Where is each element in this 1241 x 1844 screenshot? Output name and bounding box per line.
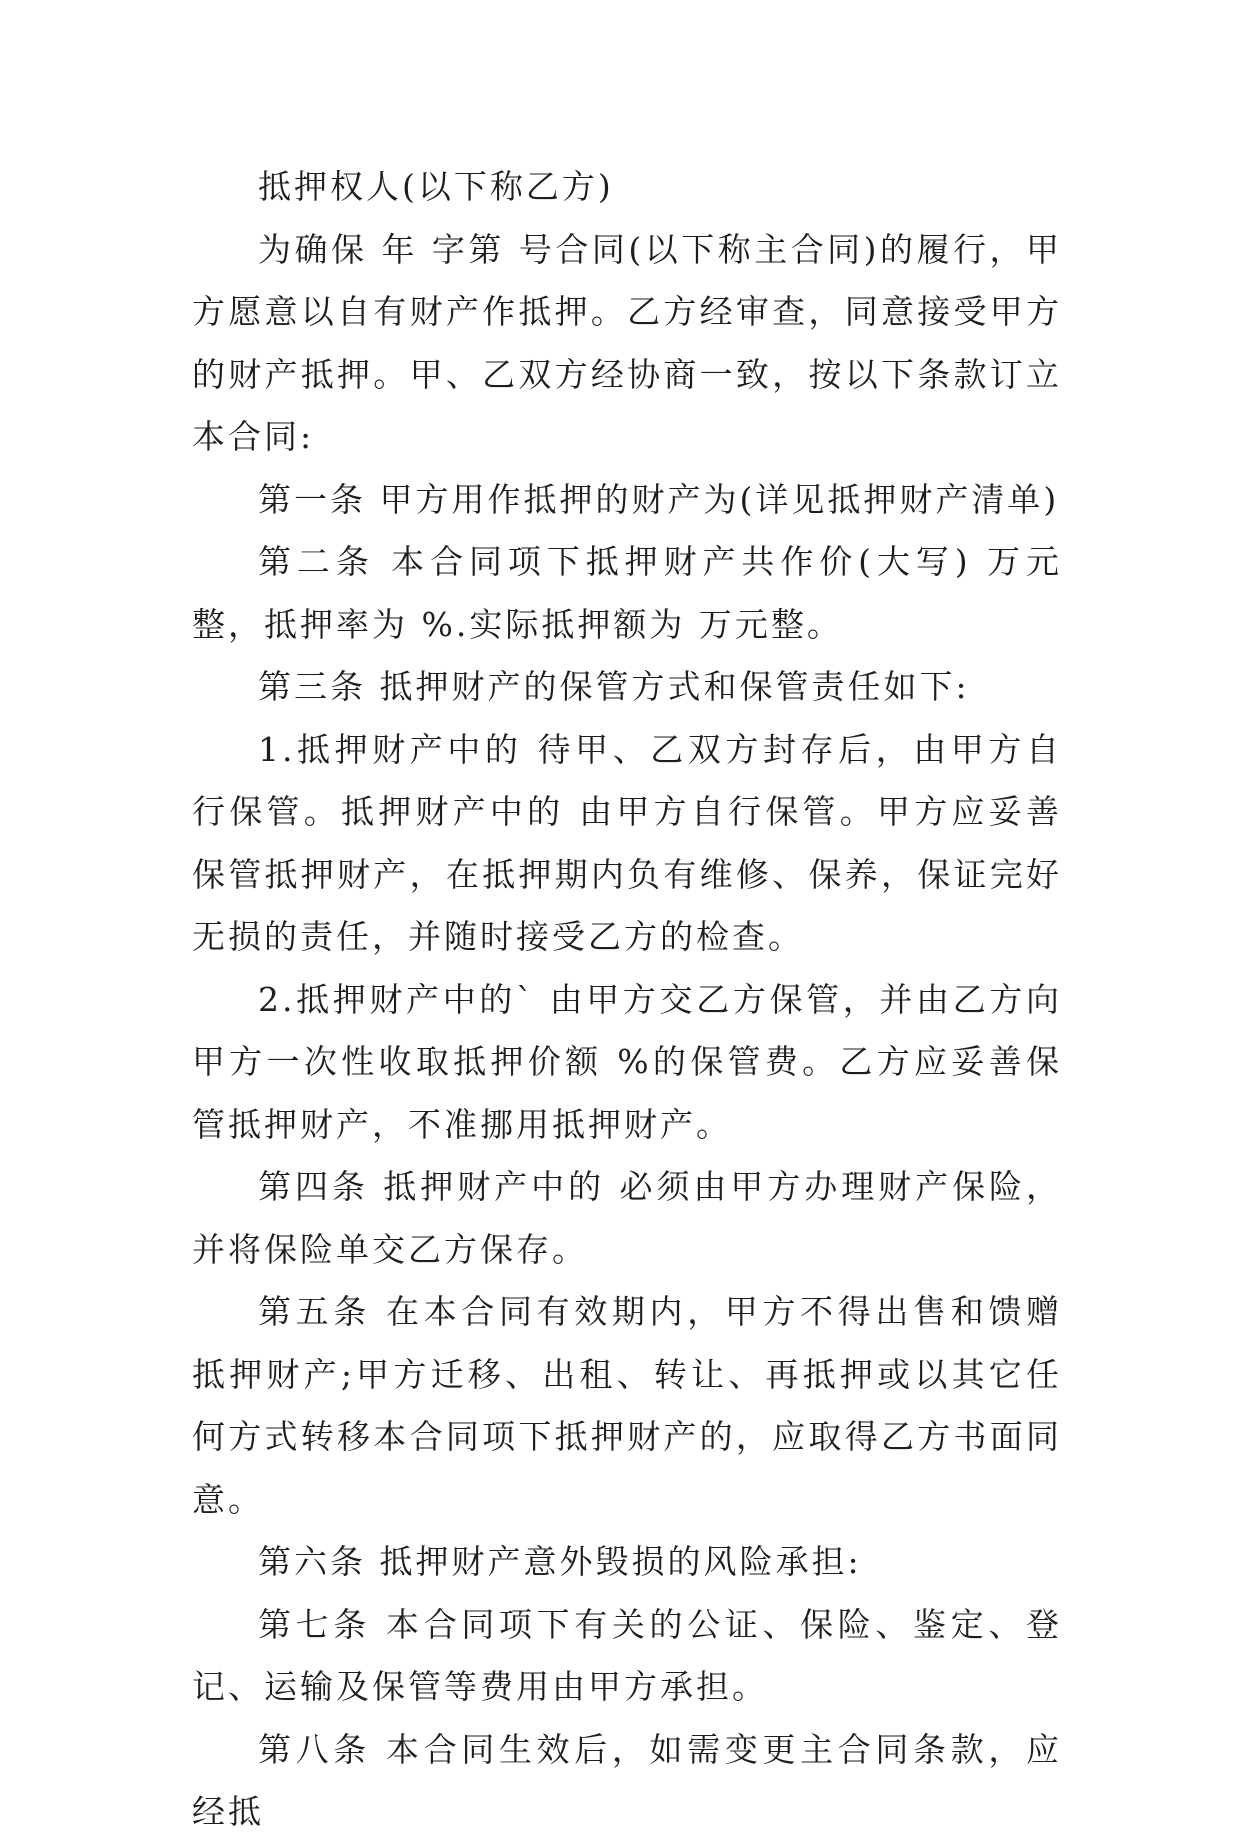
paragraph-article-1: 第一条 甲方用作抵押的财产为(详见抵押财产清单): [258, 479, 1060, 519]
paragraph-article-3-item-1: 1.抵押财产中的 待甲、乙双方封存后，由甲方自行保管。抵押财产中的 由甲方自行保管。甲方应妥善保管抵押财产，在抵押期内负有维修、保养，保证完好无损的责任，并随时接受乙方的检查。: [192, 729, 1062, 956]
document-body: [192, 156, 1062, 1844]
paragraph-article-7: 第七条 本合同项下有关的公证、保险、鉴定、登记、运输及保管等费用由甲方承担。: [192, 1604, 1062, 1706]
paragraph-article-8: 第八条 本合同生效后，如需变更主合同条款，应经抵: [192, 1729, 1062, 1831]
paragraph-preamble: 为确保 年 字第 号合同(以下称主合同)的履行，甲方愿意以自有财产作抵押。乙方经审查，同意接受甲方的财产抵押。甲、乙双方经协商一致，按以下条款订立本合同:: [192, 229, 1062, 456]
paragraph-article-2: 第二条 本合同项下抵押财产共作价(大写) 万元整，抵押率为 %.实际抵押额为 万元整。: [192, 542, 1062, 644]
paragraph-article-6: 第六条 抵押财产意外毁损的风险承担:: [258, 1542, 862, 1581]
paragraph-article-3: 第三条 抵押财产的保管方式和保管责任如下:: [258, 667, 970, 706]
paragraph-article-3-item-2: 2.抵押财产中的` 由甲方交乙方保管，并由乙方向甲方一次性收取抵押价额 %的保管费。乙方应妥善保管抵押财产，不准挪用抵押财产。: [192, 979, 1062, 1144]
paragraph-article-4: 第四条 抵押财产中的 必须由甲方办理财产保险，并将保险单交乙方保存。: [192, 1167, 1062, 1269]
paragraph-mortgagee: 抵押权人(以下称乙方): [258, 167, 614, 206]
paragraph-article-5: 第五条 在本合同有效期内，甲方不得出售和馈赠抵押财产;甲方迁移、出租、转让、再抵押或以其它任何方式转移本合同项下抵押财产的，应取得乙方书面同意。: [192, 1292, 1062, 1519]
